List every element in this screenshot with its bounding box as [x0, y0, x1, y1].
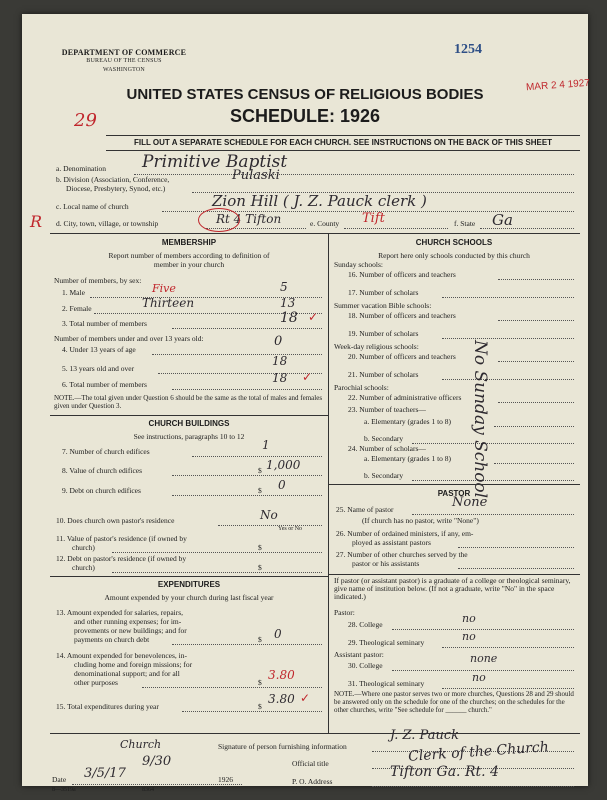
q29-value[interactable]: no	[462, 630, 476, 643]
college-instructions: If pastor (or assistant pastor) is a graduate of a college or theological seminary, give name of institution below. (If not a graduate, write "No" in the space indicated.)	[334, 576, 571, 601]
q20-label: 20. Number of officers and teachers	[348, 352, 456, 361]
state-label: f. State	[454, 219, 476, 228]
q25-sublabel: (If church has no pastor, write "None")	[362, 516, 479, 525]
state-value[interactable]: Ga	[492, 211, 513, 229]
q11-dollar: $	[258, 543, 262, 552]
no-sunday-school-note: No Sunday School	[470, 340, 490, 499]
q13-line-2: and other running expenses; for im-	[74, 617, 182, 626]
q3-value[interactable]: 18	[280, 310, 298, 326]
q11-label: 11. Value of pastor's residence (if owned by	[56, 534, 187, 543]
q24-label: 24. Number of scholars—	[348, 444, 426, 453]
q24a-label: a. Elementary (grades 1 to 8)	[364, 454, 452, 463]
membership-heading: MEMBERSHIP	[161, 238, 217, 247]
q21-label: 21. Number of scholars	[348, 370, 419, 379]
denomination-label: a. Denomination	[56, 164, 106, 173]
q14-value[interactable]: 3.80	[268, 668, 295, 682]
county-label: e. County	[310, 219, 340, 228]
q24b-label: b. Secondary	[364, 471, 404, 480]
q9-label: 9. Debt on church edifices	[62, 486, 141, 495]
q31-label: 31. Theological seminary	[348, 679, 425, 688]
official-title-label: Official title	[292, 759, 329, 768]
q25-value[interactable]: None	[452, 495, 488, 510]
po-address-value[interactable]: Tifton Ga. Rt. 4	[390, 764, 499, 780]
q31-value[interactable]: no	[472, 671, 486, 684]
membership-note: NOTE.—The total given under Question 6 should be the same as the total of males and females given under Question 3.	[54, 394, 323, 410]
instruction-bar: FILL OUT A SEPARATE SCHEDULE FOR EACH CHURCH. SEE INSTRUCTIONS ON THE BACK OF THIS SHEET	[106, 135, 580, 151]
q1-value[interactable]: 5	[280, 280, 288, 294]
date-label: Date	[52, 775, 67, 784]
q23b-label: b. Secondary	[364, 434, 404, 443]
q13-line-4: payments on church debt	[74, 635, 150, 644]
q9-value[interactable]: 0	[278, 478, 286, 492]
date-value-2[interactable]: 9/30	[142, 754, 172, 769]
q11-label-2: church)	[72, 543, 95, 552]
q27-line-1: 27. Number of other churches served by the	[336, 550, 468, 559]
city-margin-mark: R	[30, 212, 43, 231]
column-divider	[328, 233, 329, 733]
q14-line-1: 14. Amount expended for benevolences, in-	[56, 651, 188, 660]
q27-line-2: pastor or his assistants	[352, 559, 420, 568]
department-block	[54, 48, 194, 75]
date-annotation: Church	[120, 738, 162, 751]
q10-label: 10. Does church own pastor's residence	[56, 516, 175, 525]
q13-value[interactable]: 0	[274, 627, 282, 641]
expenditures-heading: EXPENDITURES	[157, 580, 221, 589]
q13-line-3: provements or new buildings; and for	[74, 626, 187, 635]
q25-label: 25. Name of pastor	[336, 505, 394, 514]
q9-dollar: $	[258, 486, 262, 495]
q12-dollar: $	[258, 563, 262, 572]
q28-label: 28. College	[348, 620, 383, 629]
division-label-2: Diocese, Presbytery, Synod, etc.)	[66, 184, 166, 193]
q2-value[interactable]: 13	[280, 296, 296, 310]
q6-value[interactable]: 18	[272, 371, 288, 385]
membership-intro-2: member in your church	[153, 260, 225, 269]
q18-label: 18. Number of officers and teachers	[348, 311, 456, 320]
received-stamp: MAR 2 4 1927	[525, 77, 591, 94]
assistant-pastor-sublabel: Assistant pastor:	[334, 650, 384, 659]
official-title-value[interactable]: Clerk of the Church	[407, 739, 550, 765]
date-value[interactable]: 3/5/17	[84, 766, 126, 781]
form-code: 8—3519a	[52, 787, 76, 793]
q10-value[interactable]: No	[260, 508, 278, 522]
q23a-label: a. Elementary (grades 1 to 8)	[364, 417, 452, 426]
q13-dollar: $	[258, 635, 262, 644]
summer-schools-label: Summer vacation Bible schools:	[334, 301, 432, 310]
q23-label: 23. Number of teachers—	[348, 405, 426, 414]
form-number: 1254	[454, 42, 482, 57]
q5-label: 5. 13 years old and over	[62, 364, 135, 373]
q14-line-4: other purposes	[74, 678, 118, 687]
year-label: 1926	[218, 775, 233, 784]
q15-dollar: $	[258, 702, 262, 711]
q14-line-3: denominational support; and for all	[74, 669, 180, 678]
denomination-value[interactable]: Primitive Baptist	[142, 152, 288, 172]
city-name: WASHINGTON	[103, 67, 145, 73]
q8-dollar: $	[258, 466, 262, 475]
pastor-heading: PASTOR	[437, 489, 471, 498]
q4-value[interactable]: 0	[274, 334, 283, 349]
age-intro-label: Number of members under and over 13 years old:	[54, 334, 204, 343]
schools-subheading: Report here only schools conducted by this church	[378, 251, 530, 260]
q6-check-mark: ✓	[302, 370, 313, 384]
parochial-schools-label: Parochial schools:	[334, 383, 389, 392]
form-title: UNITED STATES CENSUS OF RELIGIOUS BODIES	[126, 86, 484, 103]
membership-intro: Report number of members according to definition of	[108, 251, 270, 260]
q26-line-1: 26. Number of ordained ministers, if any, em-	[336, 529, 474, 538]
local-name-value[interactable]: Zion Hill ( J. Z. Pauck clerk )	[212, 192, 427, 210]
q3-label: 3. Total number of members	[62, 319, 147, 328]
bureau-name: BUREAU OF THE CENSUS	[86, 58, 162, 64]
q12-label-2: church)	[72, 563, 95, 572]
q16-label: 16. Number of officers and teachers	[348, 270, 456, 279]
q13-line-1: 13. Amount expended for salaries, repairs,	[56, 608, 184, 617]
local-name-label: c. Local name of church	[56, 202, 129, 211]
pastor-sublabel: Pastor:	[334, 608, 355, 617]
q6-label: 6. Total number of members	[62, 380, 147, 389]
division-value[interactable]: Pulaski	[232, 168, 280, 183]
city-value[interactable]: Rt 4 Tifton	[216, 212, 282, 226]
q29-label: 29. Theological seminary	[348, 638, 425, 647]
q1-label: 1. Male	[62, 288, 85, 297]
q14-line-2: cluding home and foreign missions; for	[74, 660, 193, 669]
q8-value[interactable]: 1,000	[266, 458, 301, 472]
q5-value[interactable]: 18	[272, 354, 288, 368]
department-name: DEPARTMENT OF COMMERCE	[61, 48, 187, 57]
q12-label: 12. Debt on pastor's residence (if owned by	[56, 554, 187, 563]
q3-check-mark: ✓	[308, 310, 319, 324]
expenditures-subheading: Amount expended by your church during last fiscal year	[104, 593, 274, 602]
q7-label: 7. Number of church edifices	[62, 447, 150, 456]
q8-label: 8. Value of church edifices	[62, 466, 143, 475]
po-address-label: P. O. Address	[292, 777, 333, 786]
weekday-schools-label: Week-day religious schools:	[334, 342, 419, 351]
division-label: b. Division (Association, Conference,	[56, 175, 170, 184]
form-code-2: 8364	[142, 787, 154, 793]
pastor-note: NOTE.—Where one pastor serves two or more churches, Questions 28 and 29 should be answered only on the schedule for one of the churches; on the schedules for the other churches, write "See schedule for ______ church."	[334, 690, 574, 714]
by-sex-label: Number of members, by sex:	[54, 276, 142, 285]
q28-value[interactable]: no	[462, 612, 476, 625]
county-value[interactable]: Tift	[362, 211, 385, 226]
q26-line-2: ployed as assistant pastors	[352, 538, 431, 547]
signature-label: Signature of person furnishing information	[218, 742, 347, 751]
q19-label: 19. Number of scholars	[348, 329, 419, 338]
city-correction-circle	[198, 208, 240, 232]
schools-heading: CHURCH SCHOOLS	[415, 238, 493, 247]
city-label: d. City, town, village, or township	[56, 219, 159, 228]
q15-check-mark: ✓	[300, 691, 311, 705]
census-schedule-form	[22, 14, 591, 793]
q22-label: 22. Number of administrative officers	[348, 393, 462, 402]
signature-value[interactable]: J. Z. Pauck	[390, 728, 459, 743]
q15-label: 15. Total expenditures during year	[56, 702, 159, 711]
q10-hint: Yes or No	[278, 526, 303, 532]
q2-label: 2. Female	[62, 304, 92, 313]
q30-label: 30. College	[348, 661, 383, 670]
q7-value[interactable]: 1	[262, 438, 270, 452]
q1-word: Five	[152, 282, 176, 295]
q4-label: 4. Under 13 years of age	[62, 345, 136, 354]
q15-value[interactable]: 3.80	[268, 692, 295, 706]
q2-word: Thirteen	[142, 296, 195, 310]
q30-value[interactable]: none	[470, 652, 498, 665]
serial-number: 29	[74, 110, 97, 131]
q14-dollar: $	[258, 678, 262, 687]
sunday-schools-label: Sunday schools:	[334, 260, 383, 269]
q17-label: 17. Number of scholars	[348, 288, 419, 297]
schedule-title: SCHEDULE: 1926	[229, 106, 381, 126]
buildings-subheading: See instructions, paragraphs 10 to 12	[133, 432, 245, 441]
buildings-heading: CHURCH BUILDINGS	[148, 419, 230, 428]
